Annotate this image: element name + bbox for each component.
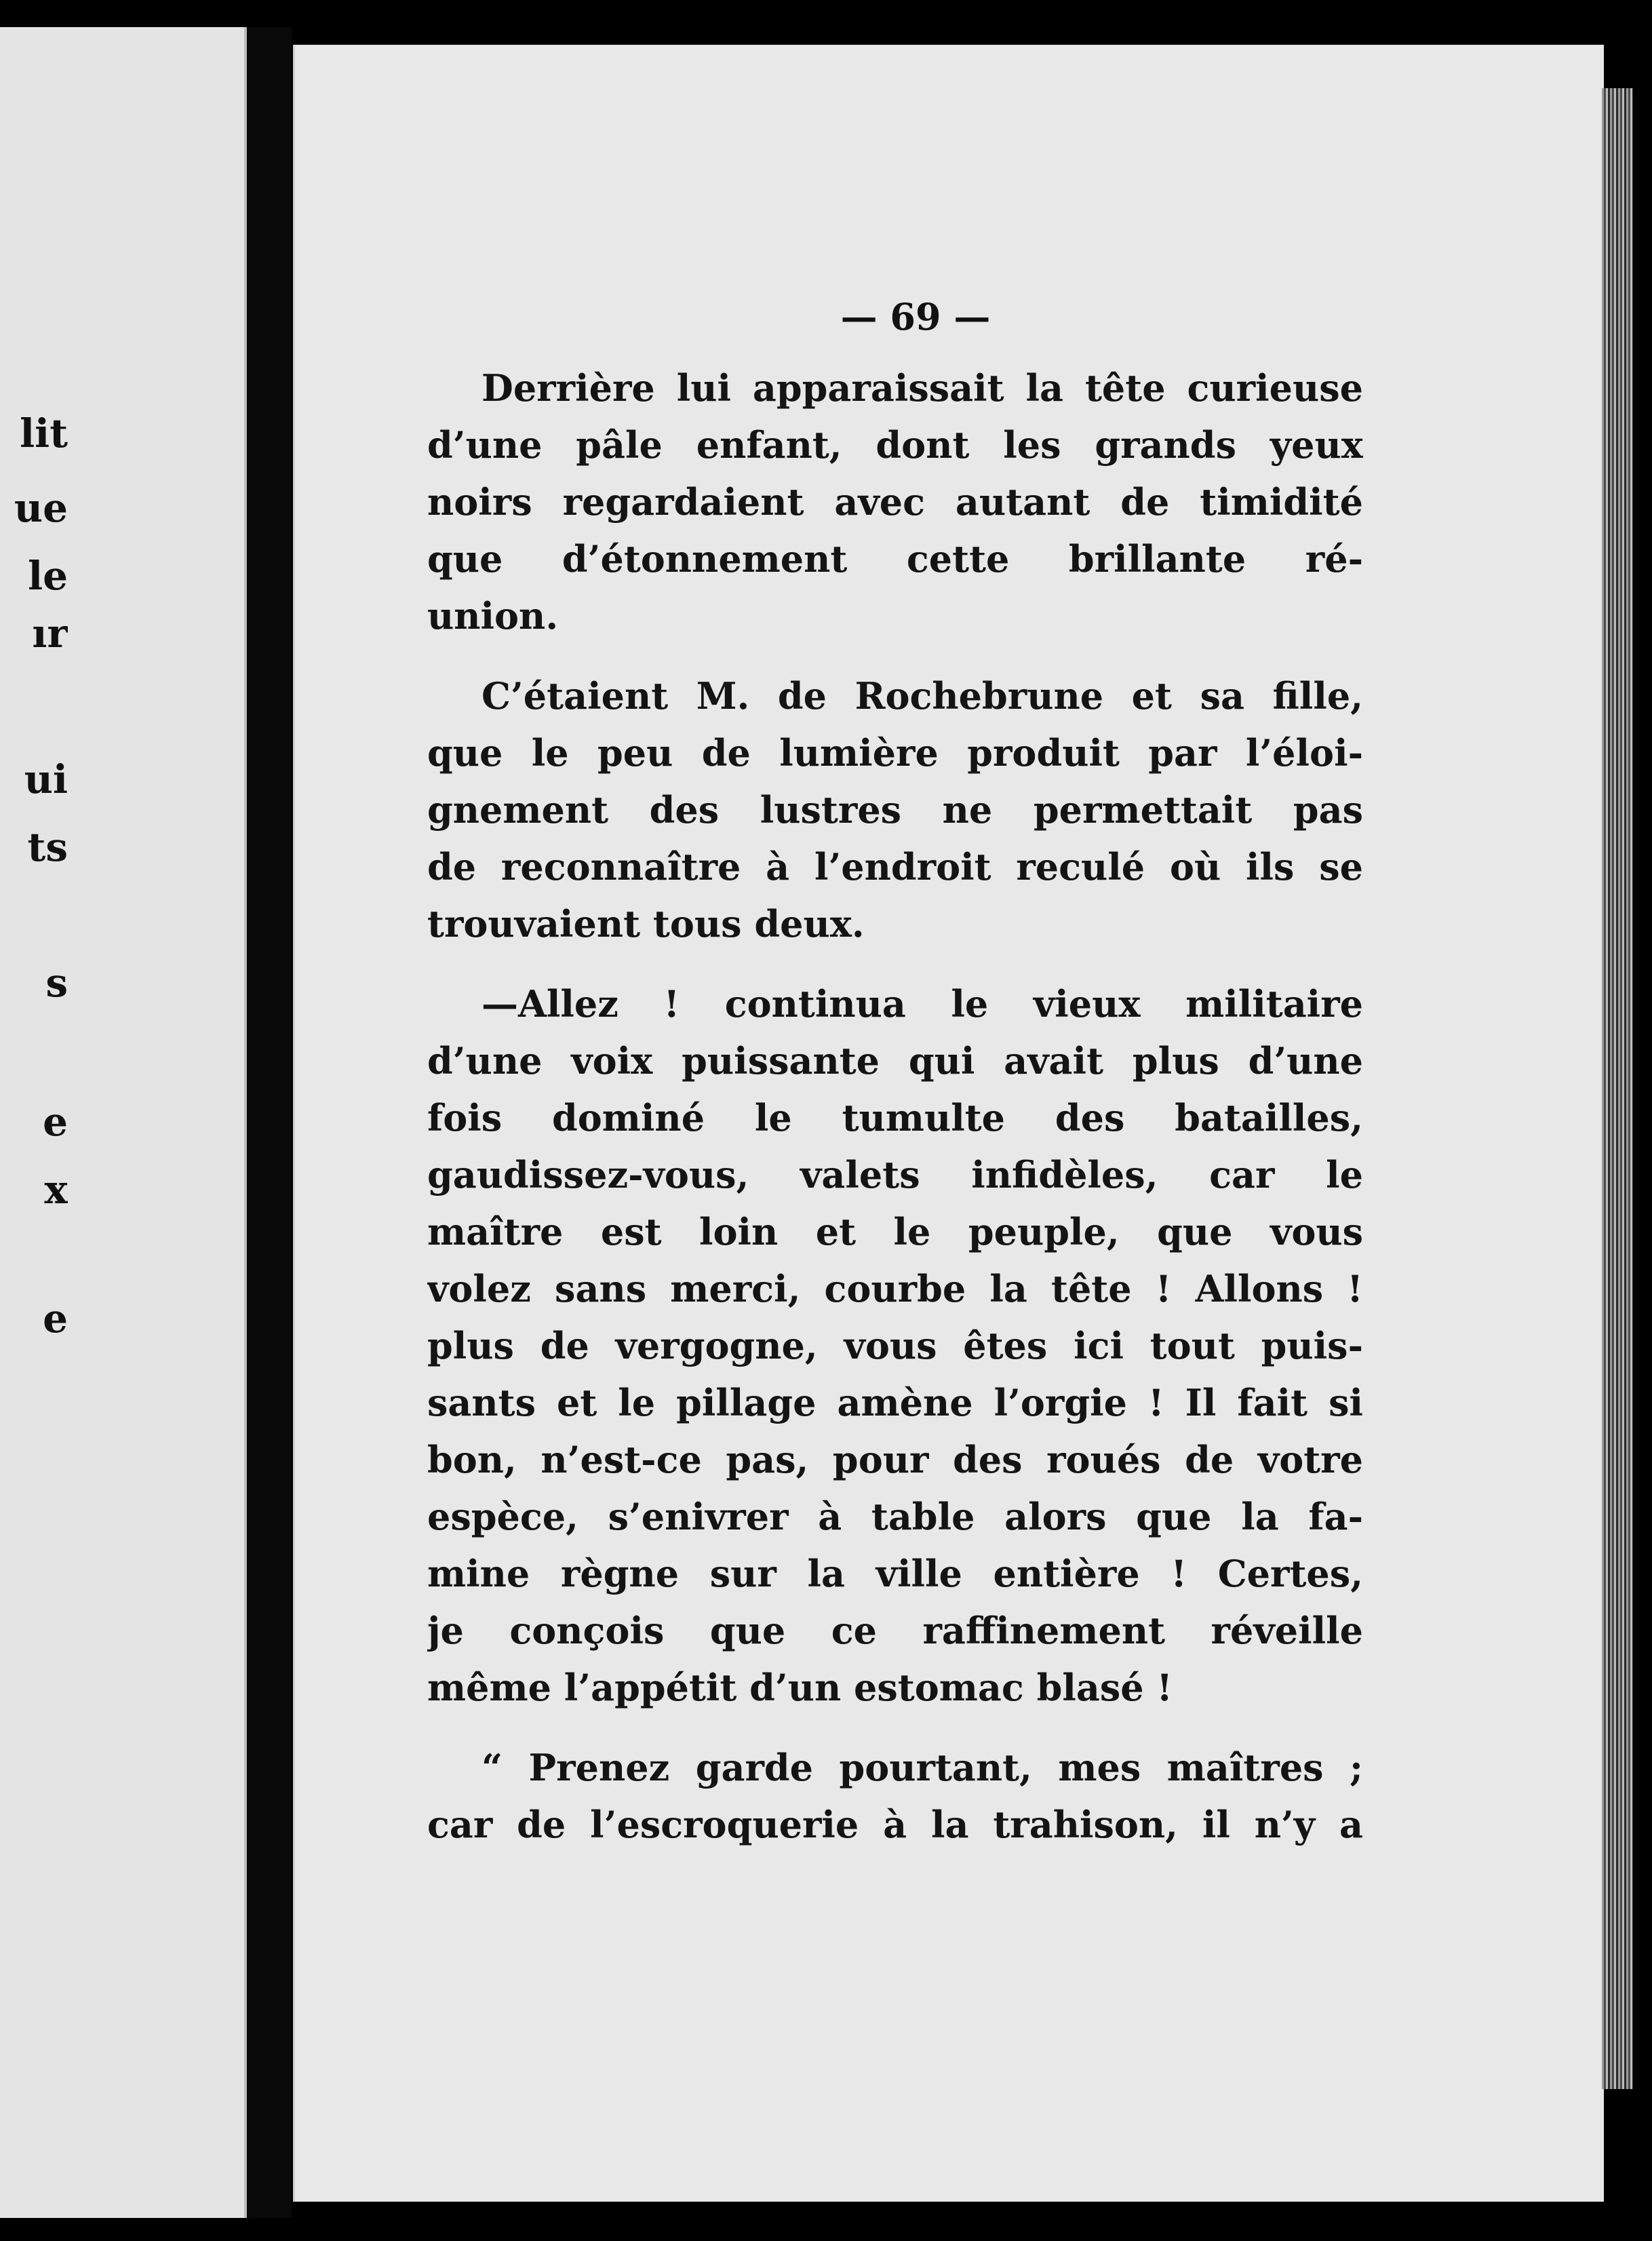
paragraph-gap (427, 1716, 1363, 1739)
page-edges (1602, 88, 1633, 2089)
paragraph (427, 975, 1363, 1716)
text-line: C’étaient M. de Rochebrune et sa fille, (481, 674, 1363, 718)
text-line: sants et le pillage amène l’orgie ! Il fait si (427, 1381, 1363, 1424)
text-line: d’une pâle enfant, dont les grands yeux (427, 423, 1363, 467)
paragraph (427, 359, 1363, 644)
facing-page-fragment: lit (20, 414, 68, 453)
facing-page-fragment: ts (27, 827, 68, 867)
text-line: je conçois que ce raffinement réveille (427, 1609, 1363, 1652)
text-line: de reconnaître à l’endroit reculé où ils se (427, 845, 1363, 889)
facing-page-fragment: x (44, 1170, 68, 1209)
text-line: noirs regardaient avec autant de timidité (427, 480, 1363, 524)
paragraph (427, 1739, 1363, 1853)
facing-page-fragment: le (28, 556, 68, 596)
text-line: trouvaient tous deux. (427, 902, 865, 946)
page-body-text (427, 359, 1363, 1853)
facing-page-fragment: s (45, 963, 68, 1002)
text-line: —Allez ! continua le vieux militaire (481, 982, 1363, 1026)
text-line: bon, n’est-ce pas, pour des roués de votre (427, 1438, 1363, 1481)
facing-page-fragment: e (43, 1102, 68, 1142)
text-line: même l’appétit d’un estomac blasé ! (427, 1666, 1173, 1709)
text-line: que d’étonnement cette brillante ré- (427, 537, 1363, 581)
paragraph-gap (427, 644, 1363, 667)
book-gutter (247, 27, 292, 2218)
page-number: — 69 — (840, 295, 991, 338)
text-line: “ Prenez garde pourtant, mes maîtres ; (481, 1746, 1363, 1789)
text-line: mine règne sur la ville entière ! Certes, (427, 1552, 1363, 1595)
text-line: d’une voix puissante qui avait plus d’une (427, 1039, 1363, 1083)
paragraph-gap (427, 952, 1363, 975)
text-line: car de l’escroquerie à la trahison, il n’y a (427, 1803, 1363, 1846)
text-line: gaudissez-vous, valets infidèles, car le (427, 1153, 1363, 1196)
text-line: espèce, s’enivrer à table alors que la fa- (427, 1495, 1363, 1538)
text-line: fois dominé le tumulte des batailles, (427, 1096, 1363, 1139)
text-line: union. (427, 594, 559, 638)
text-line: plus de vergogne, vous êtes ici tout puis- (427, 1324, 1363, 1367)
facing-page (0, 27, 247, 2218)
facing-page-fragment: e (43, 1299, 68, 1338)
text-line: Derrière lui apparaissait la tête curieuse (481, 366, 1363, 410)
facing-page-fragment: ui (24, 760, 68, 799)
text-line: maître est loin et le peuple, que vous (427, 1210, 1363, 1253)
text-line: gnement des lustres ne permettait pas (427, 788, 1363, 832)
facing-page-fragment: ır (32, 614, 68, 653)
paragraph (427, 667, 1363, 952)
text-line: volez sans merci, courbe la tête ! Allons ! (427, 1267, 1363, 1310)
facing-page-fragment: ue (14, 488, 68, 528)
text-line: que le peu de lumière produit par l’éloi- (427, 731, 1363, 775)
